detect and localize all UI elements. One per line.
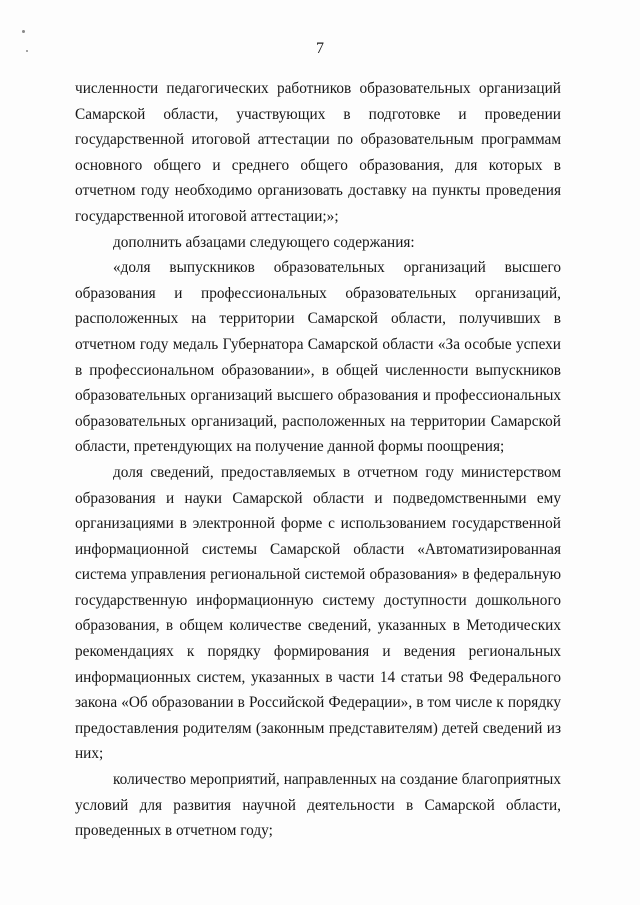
paragraph-continuation: численности педагогических работников образовательных организаций Самарской области, участвующих в подготовке и проведении государственной итоговой аттестации по образовательным программам основного общего и среднего общего образования, для которых в отчетном году необходимо организовать доставку на пункты проведения государственной итоговой аттестации;»;	[75, 80, 561, 225]
document-body	[75, 76, 561, 844]
paragraph-electronic-data: доля сведений, предоставляемых в отчетном году министерством образования и науки Самарской области и подведомственными ему организациями в электронной форме с использованием государственной информационной системы Самарской области «Автоматизированная система управления региональной системой образования» в федеральную государственную информационную систему доступности дошкольного образования, в общем количестве сведений, указанных в Методических рекомендациях к порядку формирования и ведения региональных информационных систем, указанных в части 14 статьи 98 Федерального закона «Об образовании в Российской Федерации», в том числе к порядку предоставления родителям (законным представителям) детей сведений из них;	[75, 463, 561, 763]
paragraph-graduates-medal: «доля выпускников образовательных организаций высшего образования и профессиональных образовательных организаций, расположенных на территории Самарской области, получивших в отчетном году медаль Губернатора Самарской области «За особые успехи в профессиональном образовании», в общей численности выпускников образовательных организаций высшего образования и профессиональных образовательных организаций, расположенных на территории Самарской области, претендующих на получение данной формы поощрения;	[75, 259, 561, 456]
paragraph-science-events: количество мероприятий, направленных на создание благоприятных условий для развития научной деятельности в Самарской области, проведенных в отчетном году;	[75, 771, 561, 840]
scan-speck	[22, 30, 25, 33]
page-number: 7	[316, 40, 324, 57]
paragraph-amendment-intro: дополнить абзацами следующего содержания:	[113, 233, 415, 251]
